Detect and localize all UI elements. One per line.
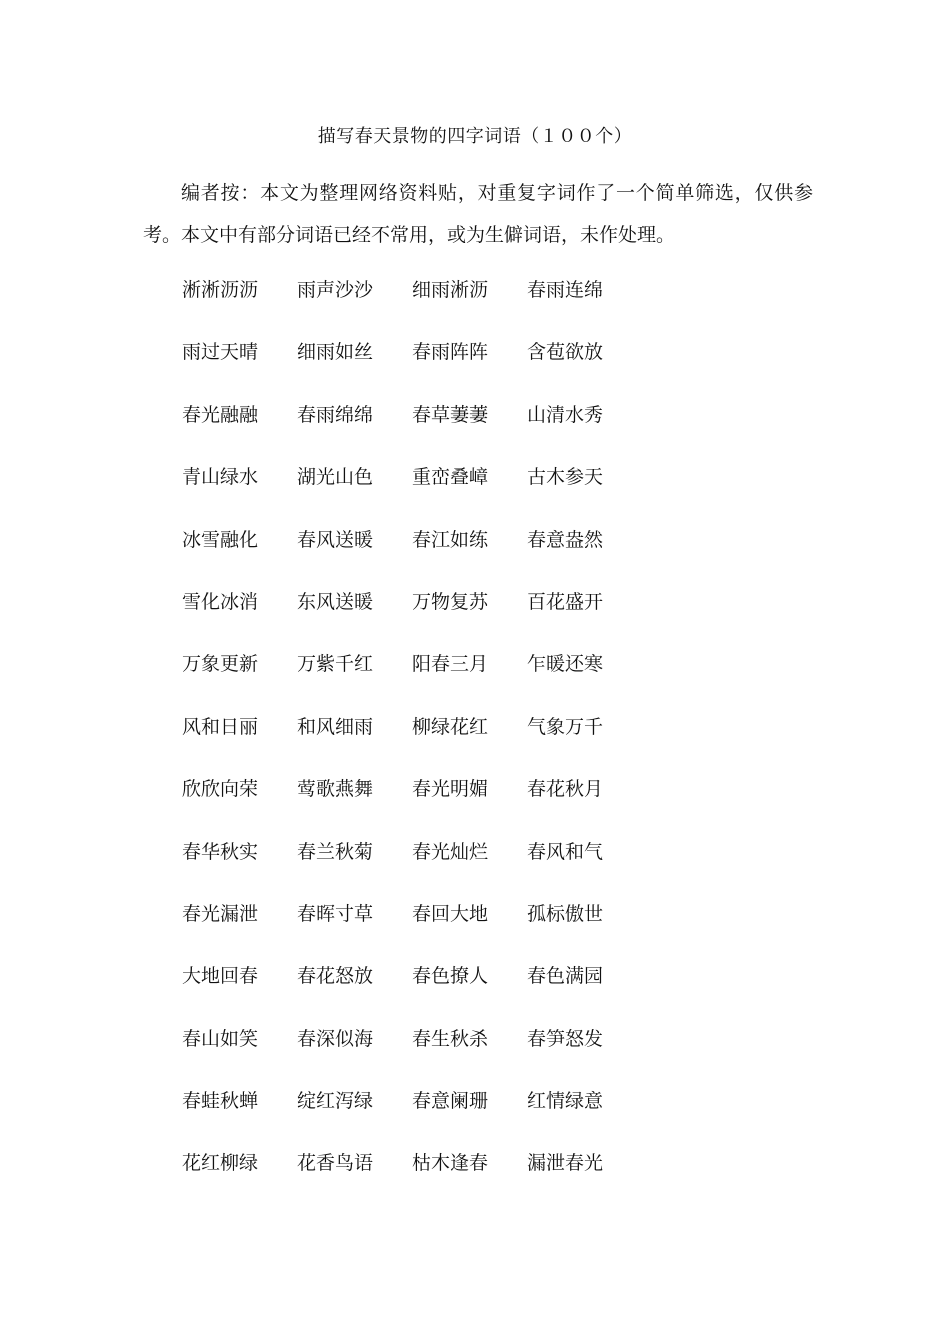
- word-item: 湖光山色: [297, 466, 374, 489]
- word-item: 春色撩人: [412, 965, 489, 988]
- word-item: 春光融融: [182, 403, 259, 426]
- word-item: 漏泄春光: [527, 1152, 604, 1175]
- word-row: [182, 714, 642, 776]
- word-item: 春花秋月: [527, 778, 604, 801]
- word-item: 春草萋萋: [412, 403, 489, 426]
- word-item: 和风细雨: [297, 715, 374, 738]
- word-row: [182, 402, 642, 464]
- word-item: 春光明媚: [412, 778, 489, 801]
- word-item: 春江如练: [412, 528, 489, 551]
- word-row: [182, 1088, 642, 1150]
- word-item: 淅淅沥沥: [182, 279, 259, 301]
- word-item: 孤标傲世: [527, 902, 604, 925]
- word-item: 冰雪融化: [182, 528, 259, 551]
- word-item: 枯木逢春: [412, 1152, 489, 1175]
- word-item: 欣欣向荣: [182, 778, 259, 801]
- word-item: 春山如笑: [182, 1027, 259, 1050]
- word-item: 莺歌燕舞: [297, 778, 374, 801]
- word-item: 阳春三月: [412, 653, 489, 676]
- word-row: [182, 589, 642, 651]
- word-row: [182, 277, 642, 339]
- word-item: 古木参天: [527, 466, 604, 489]
- word-row: [182, 839, 642, 901]
- word-row: [182, 901, 642, 963]
- word-item: 气象万千: [527, 715, 604, 738]
- document-title: 描写春天景物的四字词语（１００个）: [317, 126, 633, 147]
- word-item: 春雨连绵: [527, 279, 604, 301]
- word-item: 东风送暖: [297, 590, 374, 613]
- word-item: 山清水秀: [527, 403, 604, 426]
- word-item: 春花怒放: [297, 965, 374, 988]
- word-item: 春意盎然: [527, 528, 604, 551]
- word-item: 春雨绵绵: [297, 403, 374, 426]
- word-item: 春雨阵阵: [412, 341, 489, 364]
- word-item: 雪化冰消: [182, 590, 259, 613]
- word-item: 春蛙秋蝉: [182, 1090, 259, 1113]
- word-item: 含苞欲放: [527, 341, 604, 364]
- word-item: 重峦叠嶂: [412, 466, 489, 489]
- word-row: [182, 776, 642, 838]
- word-list: [182, 277, 642, 1213]
- word-row: [182, 651, 642, 713]
- word-row: [182, 464, 642, 526]
- word-item: 春回大地: [412, 902, 489, 925]
- word-item: 万物复苏: [412, 590, 489, 613]
- word-item: 春深似海: [297, 1027, 374, 1050]
- word-item: 乍暖还寒: [527, 653, 604, 676]
- word-item: 雨声沙沙: [297, 279, 374, 301]
- word-item: 柳绿花红: [412, 715, 489, 738]
- word-item: 百花盛开: [527, 590, 604, 613]
- word-item: 春笋怒发: [527, 1027, 604, 1050]
- word-row: [182, 1150, 642, 1212]
- word-item: 春风和气: [527, 840, 604, 863]
- word-item: 青山绿水: [182, 466, 259, 489]
- word-item: 绽红泻绿: [297, 1090, 374, 1113]
- word-item: 春晖寸草: [297, 902, 374, 925]
- word-item: 万象更新: [182, 653, 259, 676]
- word-item: 春色满园: [527, 965, 604, 988]
- word-item: 春生秋杀: [412, 1027, 489, 1050]
- word-item: 万紫千红: [297, 653, 374, 676]
- word-item: 春兰秋菊: [297, 840, 374, 863]
- word-item: 春光灿烂: [412, 840, 489, 863]
- word-item: 细雨淅沥: [412, 279, 489, 301]
- word-item: 春意阑珊: [412, 1090, 489, 1113]
- editor-note: 编者按：本文为整理网络资料贴，对重复字词作了一个简单筛选，仅供参考。本文中有部分词语已经不常用，或为生僻词语，未作处理。: [143, 182, 813, 246]
- word-item: 大地回春: [182, 965, 259, 988]
- word-item: 春光漏泄: [182, 902, 259, 925]
- word-row: [182, 1026, 642, 1088]
- word-item: 红情绿意: [527, 1090, 604, 1113]
- word-item: 花红柳绿: [182, 1152, 259, 1175]
- word-row: [182, 527, 642, 589]
- word-row: [182, 963, 642, 1025]
- word-item: 风和日丽: [182, 715, 259, 738]
- word-item: 春华秋实: [182, 840, 259, 863]
- word-row: [182, 339, 642, 401]
- word-item: 细雨如丝: [297, 341, 374, 364]
- word-item: 春风送暖: [297, 528, 374, 551]
- word-item: 雨过天晴: [182, 341, 259, 364]
- word-item: 花香鸟语: [297, 1152, 374, 1175]
